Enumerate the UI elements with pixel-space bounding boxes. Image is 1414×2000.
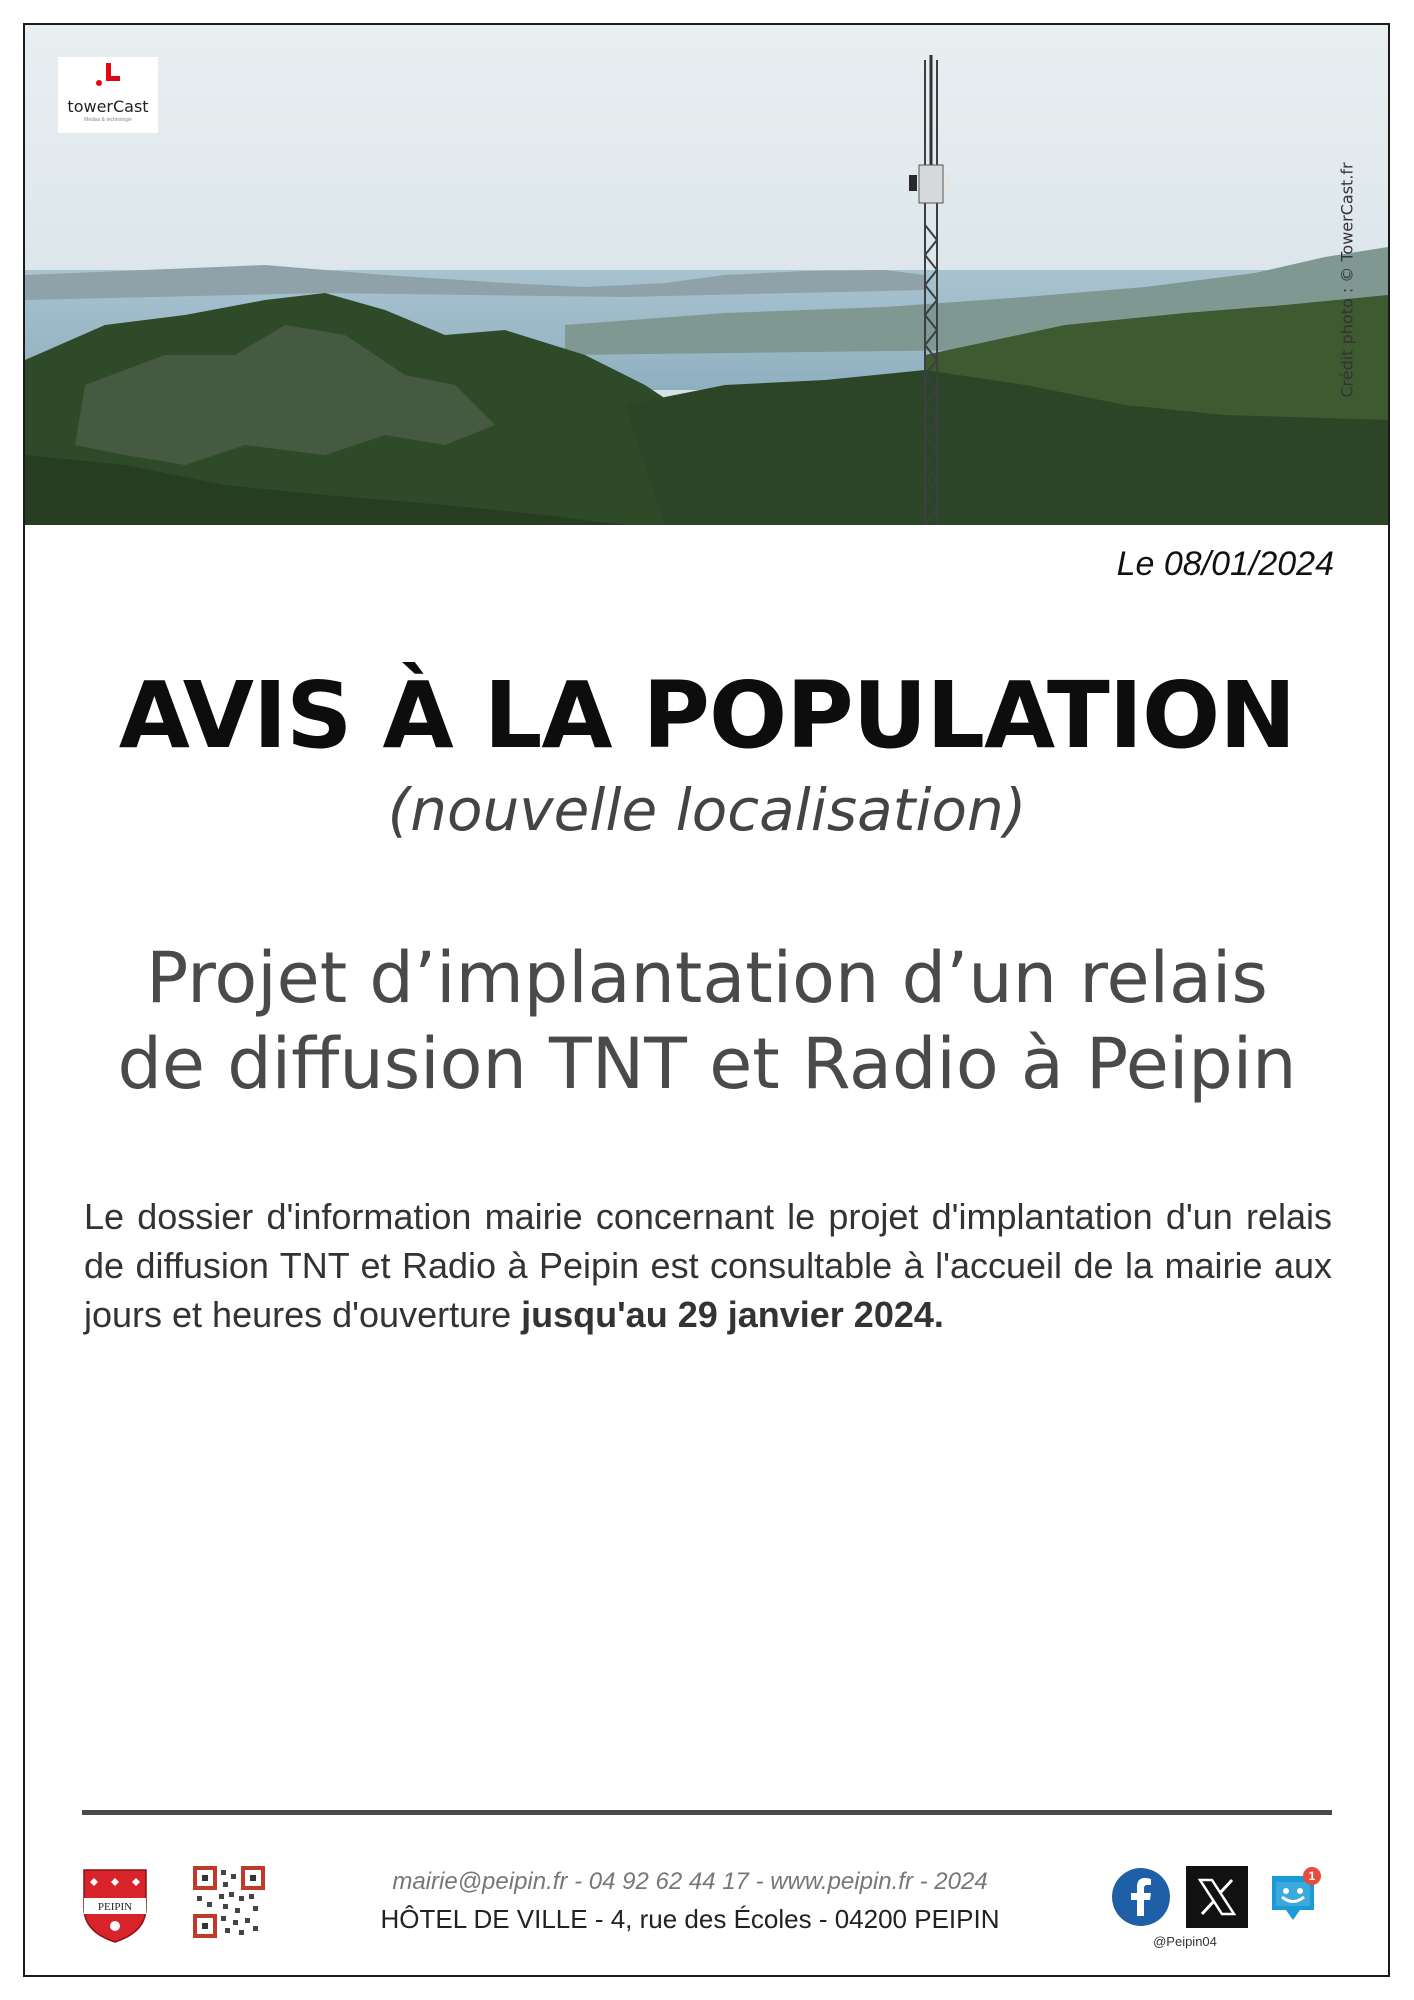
body-text-deadline: jusqu'au 29 janvier 2024. xyxy=(521,1294,944,1335)
footer-address: HÔTEL DE VILLE - 4, rue des Écoles - 04200 PEIPIN xyxy=(380,1904,1000,1934)
project-heading xyxy=(60,935,1354,1107)
hero-photo xyxy=(25,25,1388,525)
footer-contact[interactable]: mairie@peipin.fr - 04 92 62 44 17 - www.peipin.fr - 2024 xyxy=(392,1868,988,1895)
peipin-crest-icon xyxy=(82,1868,148,1944)
qr-code-icon[interactable] xyxy=(193,1866,265,1938)
social-handle: @Peipin04 xyxy=(1153,1934,1217,1949)
heading-line-2: de diffusion TNT et Radio à Peipin xyxy=(117,1023,1297,1105)
crest-label: PEIPIN xyxy=(97,1901,133,1913)
logo-tagline: Médias & technologie xyxy=(84,117,132,123)
heading-line-1: Projet d’implantation d’un relais xyxy=(146,937,1268,1019)
page-title: AVIS À LA POPULATION xyxy=(118,662,1296,769)
x-icon[interactable] xyxy=(1186,1866,1248,1928)
photo-credit-text: Crédit photo : © TowerCast.fr xyxy=(1337,162,1357,398)
intramuros-icon[interactable] xyxy=(1262,1866,1324,1928)
facebook-icon[interactable] xyxy=(1110,1866,1172,1928)
notification-badge: 1 xyxy=(1308,1869,1316,1883)
towercast-logo-icon xyxy=(94,63,122,89)
photo-credit xyxy=(1337,130,1357,430)
notice-body xyxy=(84,1192,1332,1339)
body-text-plain: Le dossier d'information mairie concernant le projet d'implantation d'un relais de diffusion TNT et Radio à Peipin est consultable à l'accueil de la mairie aux jours et heures d'ouverture xyxy=(84,1196,1332,1335)
towercast-logo xyxy=(58,57,158,133)
page-subtitle: (nouvelle localisation) xyxy=(387,776,1027,844)
notice-date: Le 08/01/2024 xyxy=(1116,545,1334,583)
footer-divider xyxy=(82,1810,1332,1815)
logo-text: towerCast xyxy=(67,97,149,116)
